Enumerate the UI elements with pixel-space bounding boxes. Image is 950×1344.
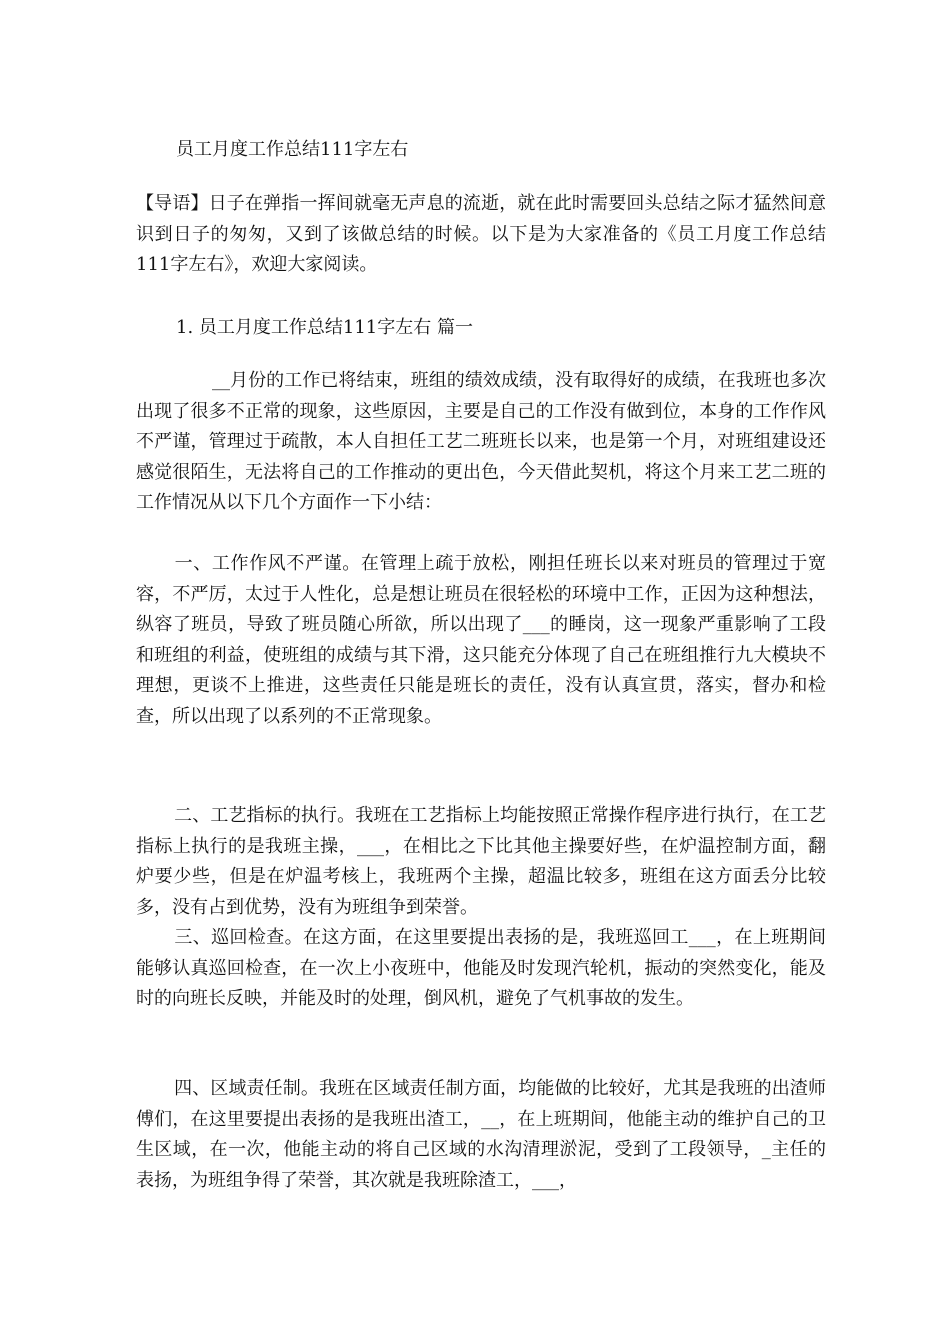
- body-paragraph-4: [136, 923, 826, 1015]
- section-heading: 1. 员工月度工作总结111字左右 篇一: [176, 317, 473, 338]
- paragraph-text: 四、区域责任制。我班在区域责任制方面，均能做的比较好，尤其是我班的出渣师傅们，在这里要提出表扬的是我班出渣工，__，在上班期间，他能主动的维护自己的卫生区域，在一次，他能主动的将自己区域的水沟清理淤泥，受到了工段领导，_主任的表扬，为班组争得了荣誉，其次就是我班除渣工，___，: [136, 1078, 826, 1191]
- paragraph-text: 三、巡回检查。在这方面，在这里要提出表扬的是，我班巡回工___，在上班期间能够认真巡回检查，在一次上小夜班中，他能及时发现汽轮机，振动的突然变化，能及时的向班长反映，并能及时的处理，倒风机，避免了气机事故的发生。: [136, 927, 826, 1009]
- document-title: 员工月度工作总结111字左右: [176, 139, 409, 160]
- body-paragraph-1: [136, 366, 826, 519]
- paragraph-text: __月份的工作已将结束，班组的绩效成绩，没有取得好的成绩，在我班也多次出现了很多不正常的现象，这些原因，主要是自己的工作没有做到位，本身的工作作风不严谨，管理过于疏散，本人自担任工艺二班班长以来，也是第一个月，对班组建设还感觉很陌生，无法将自己的工作推动的更出色，今天借此契机，将这个月来工艺二班的工作情况从以下几个方面作一下小结：: [136, 370, 826, 513]
- intro-paragraph: [136, 189, 826, 281]
- body-paragraph-2: [136, 549, 826, 732]
- body-paragraph-3: [136, 801, 826, 923]
- intro-text: 【导语】日子在弹指一挥间就毫无声息的流逝，就在此时需要回头总结之际才猛然间意识到日子的匆匆，又到了该做总结的时候。以下是为大家准备的《员工月度工作总结111字左右》，欢迎大家阅读。: [136, 193, 826, 275]
- paragraph-text: 一、工作作风不严谨。在管理上疏于放松，刚担任班长以来对班员的管理过于宽容，不严厉，太过于人性化，总是想让班员在很轻松的环境中工作，正因为这种想法，纵容了班员，导致了班员随心所欲，所以出现了___的睡岗，这一现象严重影响了工段和班组的利益，使班组的成绩与其下滑，这只能充分体现了自己在班组推行九大模块不理想，更谈不上推进，这些责任只能是班长的责任，没有认真宣贯，落实，督办和检查，所以出现了以系列的不正常现象。: [136, 553, 826, 727]
- body-paragraph-5: [136, 1074, 826, 1196]
- paragraph-text: 二、工艺指标的执行。我班在工艺指标上均能按照正常操作程序进行执行，在工艺指标上执行的是我班主操，___，在相比之下比其他主操要好些，在炉温控制方面，翻炉要少些，但是在炉温考核上，我班两个主操，超温比较多，班组在这方面丢分比较多，没有占到优势，没有为班组争到荣誉。: [136, 805, 826, 918]
